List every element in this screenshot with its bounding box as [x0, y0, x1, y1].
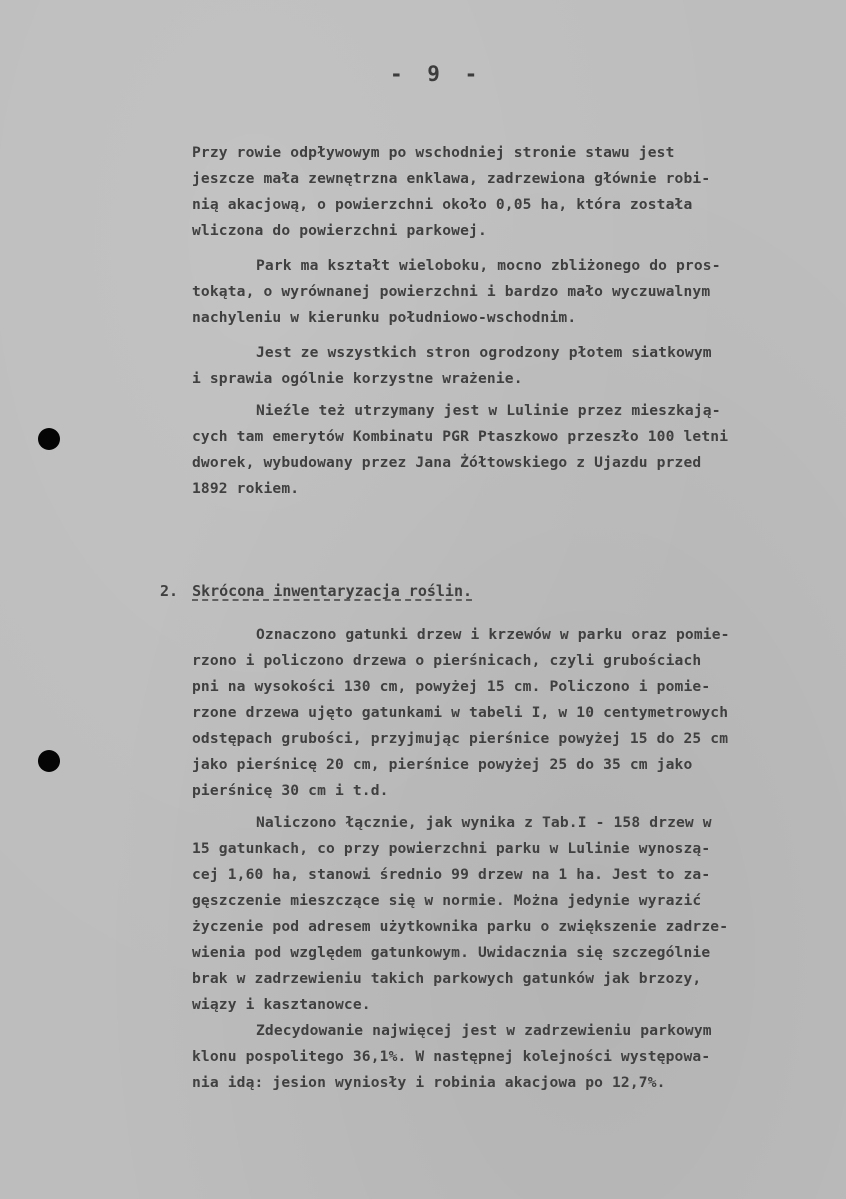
text-line: klonu pospolitego 36,1%. W następnej kolejności występowa- [192, 1048, 711, 1065]
text-line: Nieźle też utrzymany jest w Lulinie przez mieszkają- [256, 402, 721, 419]
text-line: 15 gatunkach, co przy powierzchni parku w Lulinie wynoszą- [192, 840, 711, 857]
text-line: cej 1,60 ha, stanowi średnio 99 drzew na 1 ha. Jest to za- [192, 866, 711, 883]
text-line: Park ma kształt wieloboku, mocno zbliżonego do pros- [256, 257, 721, 274]
punch-hole-bottom [38, 750, 60, 772]
text-line: nachyleniu w kierunku południowo-wschodnim. [192, 309, 577, 326]
text-line: pni na wysokości 130 cm, powyżej 15 cm. Policzono i pomie- [192, 678, 711, 695]
text-line: nią akacjową, o powierzchni około 0,05 ha, która została [192, 196, 693, 213]
punch-hole-top [38, 428, 60, 450]
text-line: wliczona do powierzchni parkowej. [192, 222, 487, 239]
text-line: gęszczenie mieszczące się w normie. Można jedynie wyrazić [192, 892, 702, 909]
text-line: Jest ze wszystkich stron ogrodzony płotem siatkowym [256, 344, 712, 361]
text-line: rzono i policzono drzewa o pierśnicach, czyli grubościach [192, 652, 702, 669]
text-line: cych tam emerytów Kombinatu PGR Ptaszkowo przeszło 100 letni [192, 428, 729, 445]
text-line: jako pierśnicę 20 cm, pierśnice powyżej 25 do 35 cm jako [192, 756, 693, 773]
text-line: tokąta, o wyrównanej powierzchni i bardzo mało wyczuwalnym [192, 283, 711, 300]
paragraph-inventory-method [192, 622, 824, 804]
section-title: Skrócona inwentaryzacja roślin. [192, 582, 473, 600]
section-number: 2. [160, 582, 179, 600]
text-line: Przy rowie odpływowym po wschodniej stronie stawu jest [192, 144, 675, 161]
text-line: nia idą: jesion wyniosły i robinia akacjowa po 12,7%. [192, 1074, 666, 1091]
section-heading [160, 582, 472, 600]
text-line: brak w zadrzewieniu takich parkowych gatunków jak brzozy, [192, 970, 702, 987]
text-line: Zdecydowanie najwięcej jest w zadrzewieniu parkowym [256, 1022, 712, 1039]
text-line: rzone drzewa ujęto gatunkami w tabeli I, w 10 centymetrowych [192, 704, 729, 721]
text-line: życzenie pod adresem użytkownika parku o zwiększenie zadrze- [192, 918, 729, 935]
paragraph-species-share [192, 1018, 824, 1096]
text-line: 1892 rokiem. [192, 480, 300, 497]
paragraph-enclave [192, 140, 824, 244]
page-number: - 9 - [390, 62, 484, 86]
text-line: i sprawia ogólnie korzystne wrażenie. [192, 370, 523, 387]
text-line: Naliczono łącznie, jak wynika z Tab.I - 158 drzew w [256, 814, 712, 831]
text-line: dworek, wybudowany przez Jana Żółtowskiego z Ujazdu przed [192, 454, 702, 471]
paragraph-fence [192, 340, 824, 392]
text-line: jeszcze mała zewnętrzna enklawa, zadrzewiona głównie robi- [192, 170, 711, 187]
paragraph-tree-count [192, 810, 824, 1018]
text-line: wiązy i kasztanowce. [192, 996, 371, 1013]
text-line: odstępach grubości, przyjmując pierśnice powyżej 15 do 25 cm [192, 730, 729, 747]
text-line: pierśnicę 30 cm i t.d. [192, 782, 389, 799]
paragraph-manor [192, 398, 824, 502]
text-line: wienia pod względem gatunkowym. Uwidacznia się szczególnie [192, 944, 711, 961]
text-line: Oznaczono gatunki drzew i krzewów w parku oraz pomie- [256, 626, 730, 643]
paragraph-park-shape [192, 253, 824, 331]
